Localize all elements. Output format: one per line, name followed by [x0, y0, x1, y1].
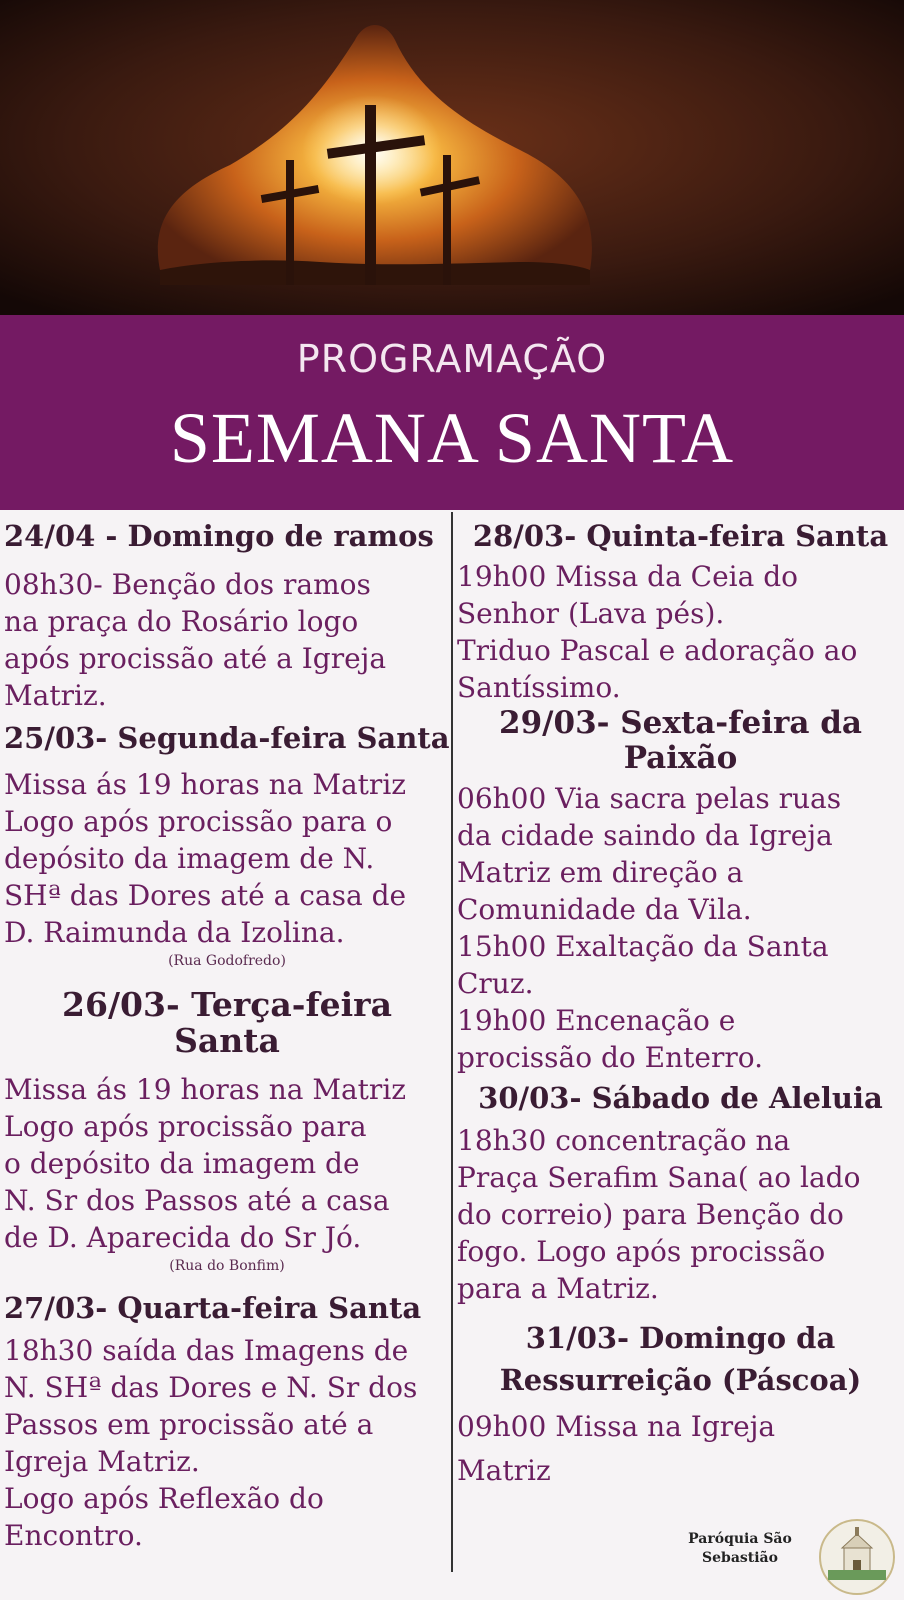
parish-name-line: Sebastião: [702, 1550, 778, 1566]
day-description: 09h00 Missa na Igreja Matriz: [457, 1410, 776, 1487]
day-heading: 25/03- Segunda-feira Santa: [4, 721, 450, 755]
parish-logo: [818, 1518, 896, 1596]
day-description: Missa ás 19 horas na Matriz Logo após procissão para o depósito da imagem de N. Sr dos Passos até a casa de D. Aparecida do Sr Jó.: [4, 1073, 407, 1254]
day-description: 18h30 concentração na Praça Serafim Sana( ao lado do correio) para Benção do fogo. Logo após procissão para a Matriz.: [457, 1124, 861, 1305]
day-description: 18h30 saída das Imagens de N. SHª das Dores e N. Sr dos Passos em procissão até a Igreja Matriz. Logo após Reflexão do Encontro.: [4, 1334, 418, 1552]
day-description: 06h00 Via sacra pelas ruas da cidade saindo da Igreja Matriz em direção a Comunidade da Vila. 15h00 Exaltação da Santa Cruz. 19h00 Encenação e procissão do Enterro.: [457, 782, 842, 1074]
day-heading: 26/03- Terça-feira Santa: [62, 985, 392, 1060]
day-heading: 31/03- Domingo da Ressurreição (Páscoa): [499, 1321, 862, 1397]
column-divider: [451, 512, 453, 1572]
parish-name-line: Paróquia São: [688, 1531, 792, 1547]
three-crosses-cave-image: [0, 0, 904, 315]
title-band: [0, 315, 904, 510]
day-heading: 27/03- Quarta-feira Santa: [4, 1291, 422, 1325]
right-column: [457, 514, 904, 1493]
address-note: (Rua Godofredo): [168, 953, 286, 969]
left-column: [4, 514, 450, 1554]
page-title: SEMANA SANTA: [169, 398, 735, 478]
day-heading: 29/03- Sexta-feira da Paixão: [499, 705, 862, 776]
parish-name: [680, 1530, 800, 1568]
day-description: 08h30- Benção dos ramos na praça do Rosário logo após procissão até a Igreja Matriz.: [4, 568, 387, 712]
day-heading: 24/04 - Domingo de ramos: [4, 519, 434, 553]
church-logo-icon: [818, 1518, 896, 1596]
day-description: Missa ás 19 horas na Matriz Logo após procissão para o depósito da imagem de N. SHª das Dores até a casa de D. Raimunda da Izolina.: [4, 768, 407, 949]
hero-image: [0, 0, 904, 315]
subtitle: PROGRAMAÇÃO: [296, 337, 608, 381]
address-note: (Rua do Bonfim): [169, 1258, 285, 1274]
day-description: 19h00 Missa da Ceia do Senhor (Lava pés). Triduo Pascal e adoração ao Santíssimo.: [457, 560, 858, 704]
day-heading: 30/03- Sábado de Aleluia: [478, 1081, 883, 1115]
day-heading: 28/03- Quinta-feira Santa: [472, 519, 889, 553]
